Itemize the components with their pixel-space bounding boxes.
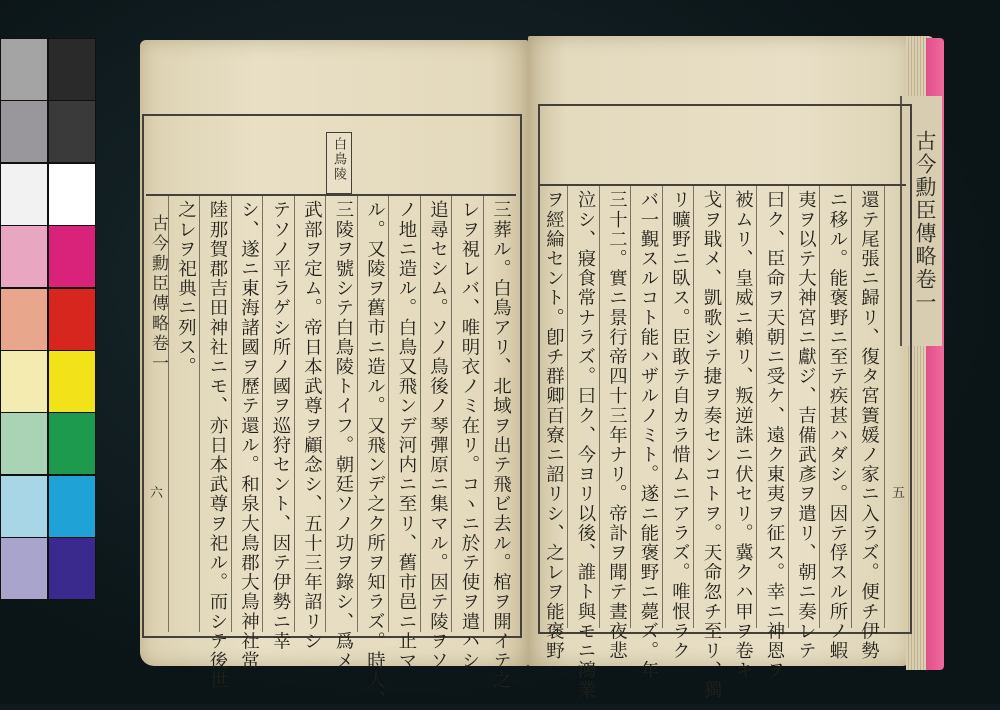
color-swatch <box>1 413 47 474</box>
text-column: シ、遂ニ東海諸國ヲ歷テ還ル。和泉大鳥郡大鳥神社常 <box>238 200 260 671</box>
text-column: 夷ヲ以テ大神宮ニ獻ジ、吉備武彥ヲ遣リ、朝ニ奏レテ <box>795 190 817 661</box>
text-column: ル。又陵ヲ舊市ニ造ル。又飛ンデ之ク所ヲ知ラズ。時人、 <box>364 200 386 710</box>
color-swatch <box>49 226 95 287</box>
color-swatch <box>49 538 95 599</box>
color-swatch <box>49 164 95 225</box>
text-column: 曰ク、臣命ヲ天朝ニ受ケ、遠ク東夷ヲ征ス。幸ニ神恩ヲ <box>764 190 785 680</box>
folded-tab-title: 古今勳臣傳略卷一 <box>913 130 937 314</box>
color-swatch <box>49 413 95 474</box>
left-title-label: 白鳥陵 <box>331 137 346 182</box>
color-swatch <box>1 101 47 162</box>
color-swatch <box>1 351 47 412</box>
color-swatch <box>1 476 47 537</box>
text-column: 三陵ヲ號シテ白鳥陵トイフ。朝廷ソノ功ヲ錄シ、爲メ <box>333 200 354 671</box>
right-page-number: 五 <box>892 486 906 501</box>
right-gutter-rule <box>884 186 885 628</box>
text-column: 還テ尾張ニ歸リ、復タ宮簀媛ノ家ニ入ラズ。便チ伊勢 <box>858 190 880 661</box>
left-gutter-title: 古今勳臣傳略卷一 <box>148 214 168 374</box>
text-column: リ曠野ニ臥ス。臣敢テ自カラ惜ムニアラズ。唯恨ラク <box>669 190 691 661</box>
text-column: 陸那賀郡吉田神社ニモ、亦日本武尊ヲ祀ル。而シテ後世 <box>207 200 228 690</box>
text-column: 泣シ、寢食常ナラズ。曰ク、今ヨリ以後、誰ト與モニ鴻業 <box>575 190 596 700</box>
color-swatch <box>49 39 95 100</box>
color-swatch <box>1 538 47 599</box>
text-column: レヲ視レバ、唯明衣ノミ在リ。コヽニ於テ使ヲ遣ハシ <box>459 200 480 671</box>
color-swatch <box>1 164 47 225</box>
left-title-box <box>326 132 352 194</box>
text-column: ノ地ニ造ル。白鳥又飛ンデ河内ニ至リ、舊市邑ニ止マ <box>396 200 417 671</box>
text-column: バ一覲スルコト能ハザルノミト。遂ニ能褒野ニ薨ズ。年 <box>638 190 659 680</box>
color-swatch <box>1 226 47 287</box>
text-column: 三葬ル。白鳥アリ、北域ヲ出テ飛ビ去ル。棺ヲ開イテ之 <box>490 200 512 690</box>
color-swatch <box>1 289 47 350</box>
color-swatch <box>49 101 95 162</box>
color-swatch <box>49 351 95 412</box>
color-swatch <box>49 289 95 350</box>
left-page-number: 六 <box>150 486 164 501</box>
text-column: 戈ヲ戢メ、凱歌シテ捷ヲ奏センコトヲ。天命忽チ至リ、獨 <box>701 190 722 700</box>
text-column: 追尋セシム。ソノ鳥後ノ琴彈原ニ集マル。因テ陵ヲソ <box>427 200 449 671</box>
text-column: 之レヲ祀典ニ列ス。 <box>175 200 197 377</box>
text-column: 三十二。實ニ景行帝四十三年ナリ。帝訃ヲ聞テ晝夜悲 <box>606 190 628 661</box>
text-column: テソノ平ラゲシ所ノ國ヲ巡狩セント、因テ伊勢ニ幸 <box>270 200 291 651</box>
text-column: 被ムリ、皇威ニ賴リ、叛逆誅ニ伏セリ。冀クハ甲ヲ卷キ <box>732 190 754 680</box>
left-inner-rule <box>146 194 516 196</box>
text-column: ニ移ル。能褒野ニ至テ疾甚ハダシ。因テ俘スル所ノ蝦 <box>827 190 848 661</box>
text-column: 武部ヲ定ム。帝日本武尊ヲ顧念シ、五十三年詔リシ <box>301 200 323 651</box>
color-swatch <box>1 39 47 100</box>
color-checker <box>0 38 96 600</box>
color-swatch <box>49 476 95 537</box>
text-column: ヲ經綸セント。卽チ群卿百寮ニ詔リシ、之レヲ能褒野 <box>543 190 565 661</box>
